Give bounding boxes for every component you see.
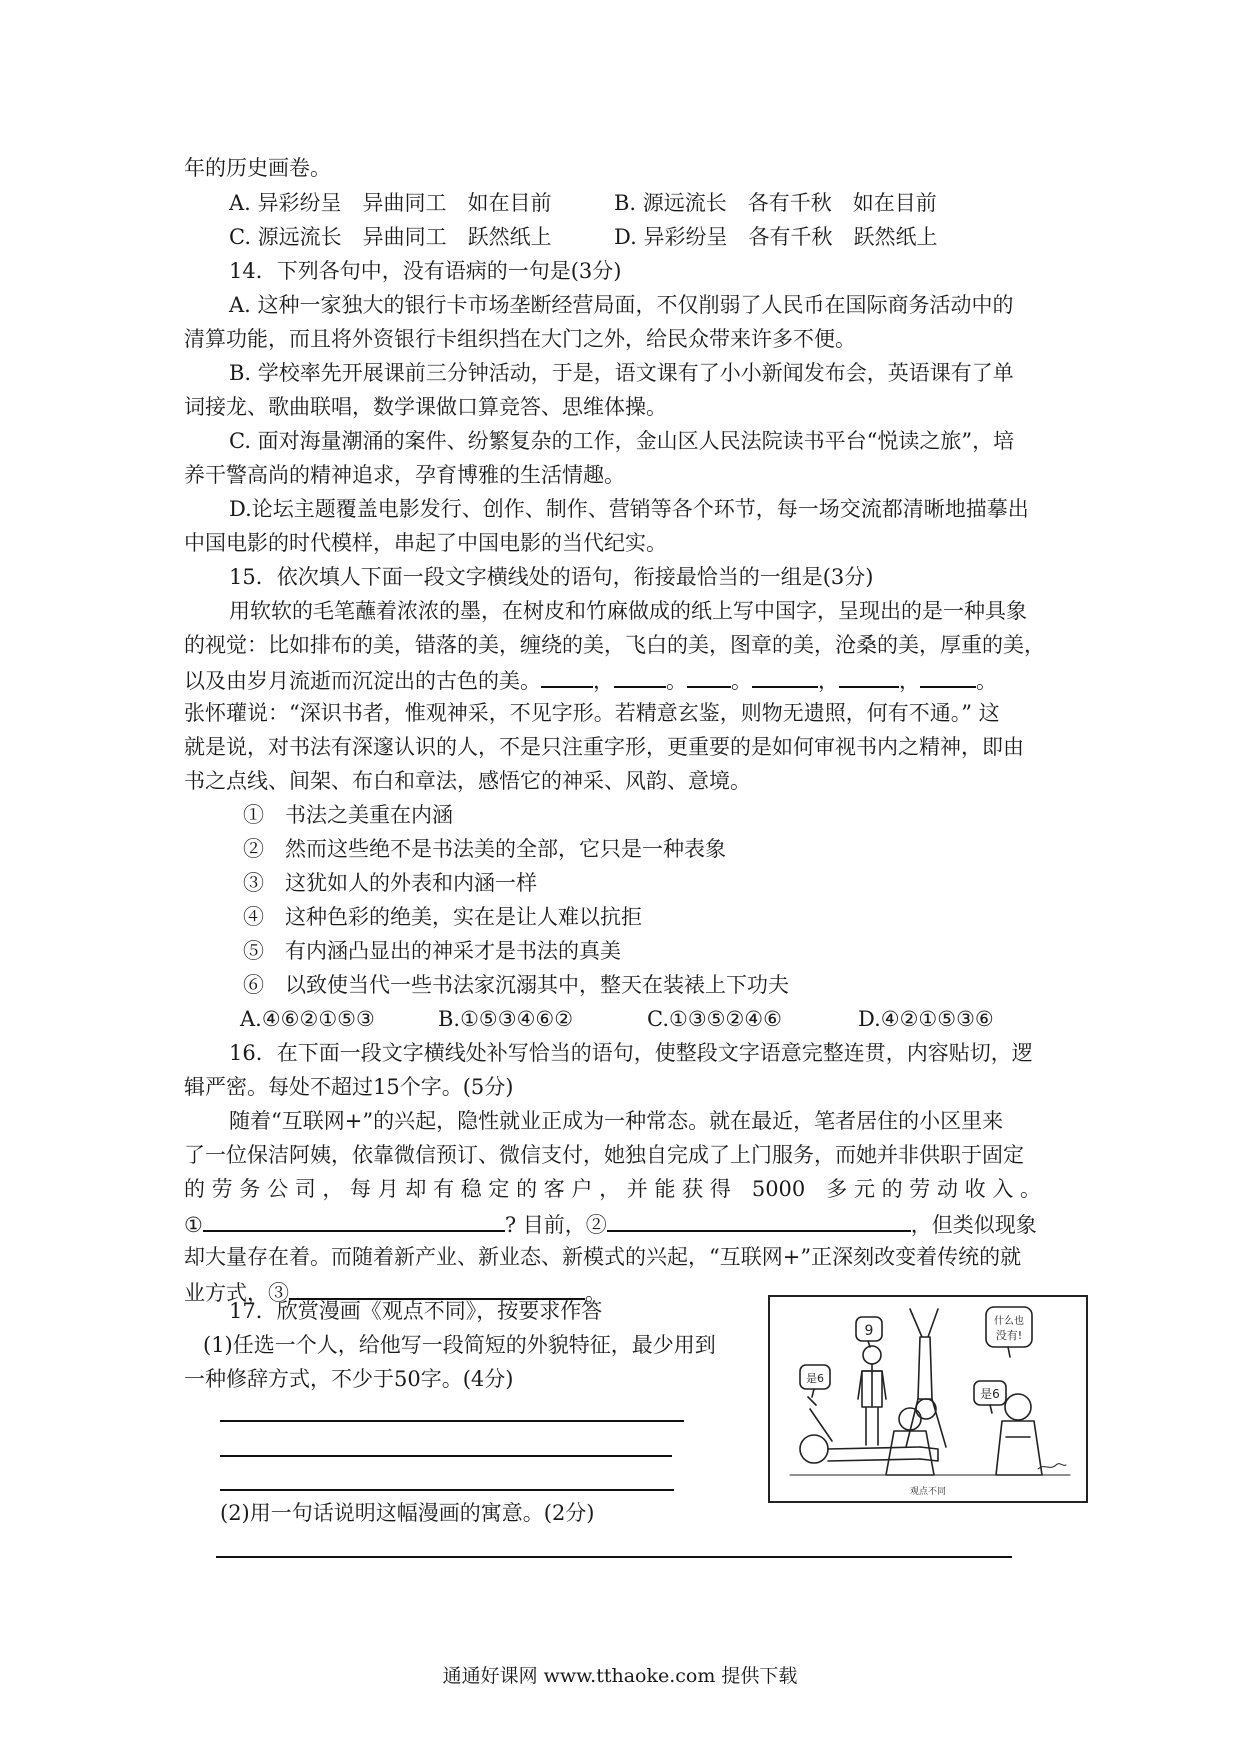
q14-option-c-line2: 养干警高尚的精神追求，孕育博雅的生活情趣。 — [184, 463, 625, 487]
cartoon-caption: 观点不同 — [909, 1487, 947, 1497]
q15-passage-text: 以及由岁月流逝而沉淀出的古色的美。 — [184, 669, 541, 693]
q17-part1-line1: (1)任选一个人，给他写一段简短的外貌特征，最少用到 — [203, 1333, 716, 1357]
separator: ， — [593, 669, 614, 693]
q15-option-d: D.④②①⑤③⑥ — [858, 1007, 994, 1031]
q14-option-a-line2: 清算功能，而且将外资银行卡组织挡在大门之外，给民众带来许多不便。 — [184, 327, 856, 351]
cartoon-image — [768, 1295, 1088, 1503]
answer-blank-2[interactable] — [607, 1208, 911, 1232]
q15-item-3: ③ 这犹如人的外表和内涵一样 — [243, 871, 537, 895]
question-14-stem: 14．下列各句中，没有语病的一句是(3分) — [229, 259, 622, 283]
q17-part1-line2: 一种修辞方式，不少于50字。(4分) — [184, 1367, 514, 1391]
answer-blank[interactable] — [687, 664, 731, 688]
q17-part2: (2)用一句话说明这幅漫画的寓意。(2分) — [220, 1501, 595, 1525]
q14-option-d-line1: D.论坛主题覆盖电影发行、创作、制作、营销等各个环节，每一场交流都清晰地描摹出 — [229, 497, 1029, 521]
answer-blank-1[interactable] — [203, 1208, 505, 1232]
separator: 。 — [666, 669, 687, 693]
question-17-stem: 17．欣赏漫画《观点不同》，按要求作答 — [229, 1299, 603, 1323]
answer-line[interactable] — [220, 1455, 672, 1457]
q15-passage-line: 的视觉：比如排布的美，错落的美，缠绕的美，飞白的美，图章的美，沧桑的美，厚重的美， — [184, 633, 1045, 657]
q15-option-b: B.①⑤③④⑥② — [438, 1007, 574, 1031]
q15-item-2: ② 然而这些绝不是书法美的全部，它只是一种表象 — [243, 837, 726, 861]
bubble-text: 9 — [864, 1323, 874, 1339]
paragraph-line: 年的历史画卷。 — [184, 156, 331, 180]
answer-line[interactable] — [220, 1420, 684, 1422]
q16-passage-line: 了一位保洁阿姨，依靠微信预订、微信支付，她独自完成了上门服务，而她并非供职于固定 — [184, 1143, 1024, 1167]
q16-passage-line-blanks — [184, 1208, 1037, 1240]
answer-blank[interactable] — [752, 664, 818, 688]
q16-text: ，但类似现象 — [910, 1213, 1037, 1237]
cartoon-drawing — [770, 1297, 1086, 1501]
q15-passage-line: 书之点线、间架、布白和章法，感悟它的神采、风韵、意境。 — [184, 769, 751, 793]
q14-option-a-line1: A. 这种一家独大的银行卡市场垄断经营局面，不仅削弱了人民币在国际商务活动中的 — [229, 293, 1014, 317]
question-16-stem-line2: 辑严密。每处不超过15个字。(5分) — [184, 1075, 514, 1099]
q16-text: 业方式，③ — [184, 1281, 289, 1305]
blank-label-1: ① — [184, 1213, 203, 1237]
separator: 。 — [731, 669, 752, 693]
q15-item-6: ⑥ 以致使当代一些书法家沉溺其中，整天在装裱上下功夫 — [243, 973, 789, 997]
bubble-text: 是6 — [806, 1372, 824, 1385]
answer-blank[interactable] — [839, 664, 899, 688]
q15-item-1: ① 书法之美重在内涵 — [243, 803, 453, 827]
bubble-text: 什么也 — [994, 1316, 1024, 1327]
q15-passage-line: 张怀瓘说：“深识书者，惟观神采，不见字形。若精意玄鉴，则物无遗照，何有不通。” 这 — [184, 701, 1000, 725]
q16-passage-line: 随着“互联网+”的兴起，隐性就业正成为一种常态。就在最近，笔者居住的小区里来 — [229, 1109, 1004, 1133]
answer-blank[interactable] — [614, 664, 666, 688]
q16-passage-line: 却大量存在着。而随着新产业、新业态、新模式的兴起，“互联网+”正深刻改变着传统的就 — [184, 1245, 1022, 1269]
bubble-text: 是6 — [980, 1387, 1000, 1401]
q15-option-c: C.①③⑤②④⑥ — [647, 1007, 782, 1031]
page-footer: 通通好课网 www.tthaoke.com 提供下载 — [442, 1665, 798, 1687]
separator: ， — [818, 669, 839, 693]
answer-blank[interactable] — [541, 664, 593, 688]
q14-option-b-line1: B. 学校率先开展课前三分钟活动，于是，语文课有了小小新闻发布会，英语课有了单 — [229, 361, 1014, 385]
question-16-stem: 16．在下面一段文字横线处补写恰当的语句，使整段文字语意完整连贯，内容贴切，逻 — [229, 1041, 1033, 1065]
q14-option-d-line2: 中国电影的时代模样，串起了中国电影的当代纪实。 — [184, 531, 667, 555]
q15-passage-line: 用软软的毛笔蘸着浓浓的墨，在树皮和竹麻做成的纸上写中国字，呈现出的是一种具象 — [229, 599, 1027, 623]
separator: ， — [899, 669, 920, 693]
q15-item-4: ④ 这种色彩的绝美，实在是让人难以抗拒 — [243, 905, 642, 929]
option-d: D. 异彩纷呈 各有千秋 跃然纸上 — [614, 225, 938, 249]
bubble-text: 没有! — [995, 1329, 1023, 1342]
option-a: A. 异彩纷呈 异曲同工 如在目前 — [229, 191, 552, 215]
q16-passage-line: 的 劳 务 公 司 ， 每 月 却 有 稳 定 的 客 户 ， 并 能 获 得 5000 多 元 的 劳 动 收 入 。 — [184, 1177, 1041, 1201]
answer-blank[interactable] — [920, 664, 976, 688]
q14-option-b-line2: 词接龙、歌曲联唱，数学课做口算竞答、思维体操。 — [184, 395, 667, 419]
q15-passage-line: 就是说，对书法有深邃认识的人，不是只注重字形，更重要的是如何审视书内之精神，即由 — [184, 735, 1024, 759]
option-c: C. 源远流长 异曲同工 跃然纸上 — [229, 225, 552, 249]
question-15-stem: 15．依次填人下面一段文字横线处的语句，衔接最恰当的一组是(3分) — [229, 565, 874, 589]
separator: 。 — [976, 669, 997, 693]
q15-option-a: A.④⑥②①⑤③ — [240, 1007, 375, 1031]
answer-line[interactable] — [220, 1489, 674, 1491]
q14-option-c-line1: C. 面对海量潮涌的案件、纷繁复杂的工作，金山区人民法院读书平台“悦读之旅”，培 — [229, 429, 1015, 453]
answer-line[interactable] — [216, 1556, 1012, 1558]
option-b: B. 源远流长 各有千秋 如在目前 — [614, 191, 937, 215]
q15-passage-line-blanks — [184, 664, 997, 696]
q16-text: 。 — [585, 1281, 606, 1305]
q16-text: ? 目前，② — [504, 1213, 607, 1237]
q15-item-5: ⑤ 有内涵凸显出的神采才是书法的真美 — [243, 939, 621, 963]
